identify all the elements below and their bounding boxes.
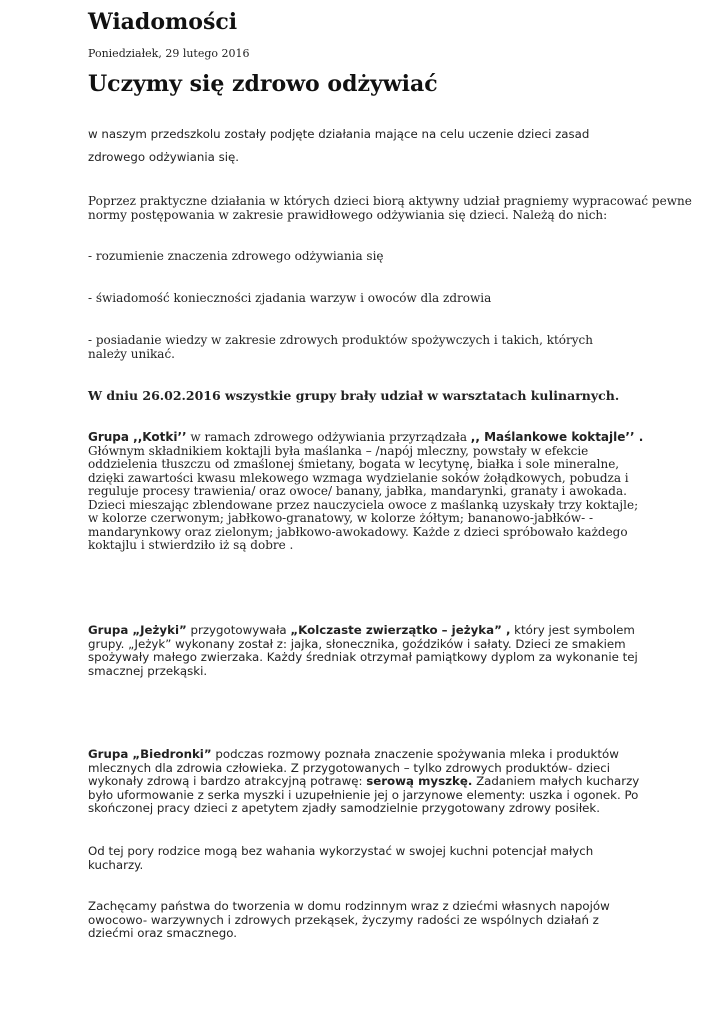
dish-name: „Kolczaste zwierzątko – jeżyka” , bbox=[290, 623, 511, 637]
intro-paragraph: w naszym przedszkolu zostały podjęte działania mające na celu uczenie dzieci zasad zdrowego odżywiania się. bbox=[88, 127, 590, 164]
group-text: Zadaniem małych kucharzy było uformowanie z serka myszki i uzupełnienie jej o jarzynowe elementy: uszka i ogonek. Po skończonej pracy dzieci z apetytem zjadły samodzielnie przygotowany zdrowy posiłek. bbox=[88, 774, 640, 815]
group-name: Grupa „Biedronki” bbox=[88, 747, 212, 761]
group-text: w ramach zdrowego odżywiania przyrządzała bbox=[186, 430, 471, 444]
group-biedronki-paragraph bbox=[88, 748, 648, 816]
group-name: Grupa ,,Kotki’’ bbox=[88, 430, 187, 444]
closing-paragraph: Zachęcamy państwa do tworzenia w domu rodzinnym wraz z dziećmi własnych napojów owocowo- warzywnych i zdrowych przekąsek, życzymy radości ze wspólnych działań z dziećmi oraz smacznego. bbox=[88, 899, 610, 940]
dish-name: ,, Maślankowe koktajle’’ . bbox=[470, 430, 644, 444]
goal-item: - świadomość konieczności zjadania warzyw i owoców dla zdrowia bbox=[88, 291, 492, 305]
group-kotki-paragraph bbox=[88, 431, 648, 553]
goal-item: - posiadanie wiedzy w zakresie zdrowych produktów spożywczych i takich, których należy unikać. bbox=[88, 333, 593, 361]
group-text: który jest symbolem grupy. „Jeżyk” wykonany został z: jajka, słonecznika, goździków i sałaty. Dzieci ze smakiem spożywały małego zwierzaka. Każdy średniak otrzymał pamiątkowy dyplom za wykonanie tej smacznej przekąski. bbox=[88, 623, 638, 678]
group-jezyki-paragraph bbox=[88, 624, 643, 678]
post-date: Poniedziałek, 29 lutego 2016 bbox=[88, 47, 250, 60]
post-title: Uczymy się zdrowo odżywiać bbox=[88, 71, 438, 97]
goals-paragraph: Poprzez praktyczne działania w których dzieci biorą aktywny udział pragniemy wypracować pewne normy postępowania w zakresie prawidłowego odżywiania się dzieci. Należą do nich: bbox=[88, 194, 692, 222]
group-text: podczas rozmowy poznała znaczenie spożywania mleka i produktów mlecznych dla zdrowia człowieka. Z przygotowanych – tylko zdrowych produktów- dzieci wykonały zdrową i bardzo atrakcyjną potrawę: bbox=[88, 747, 619, 788]
site-title: Wiadomości bbox=[88, 9, 238, 35]
parents-paragraph: Od tej pory rodzice mogą bez wahania wykorzystać w swojej kuchni potencjał małych kucharzy. bbox=[88, 844, 594, 872]
dish-name: serową myszkę. bbox=[366, 774, 473, 788]
group-text: przygotowywała bbox=[186, 623, 291, 637]
group-name: Grupa „Jeżyki” bbox=[88, 623, 187, 637]
workshop-heading: W dniu 26.02.2016 wszystkie grupy brały udział w warsztatach kulinarnych. bbox=[88, 388, 620, 403]
goal-item: - rozumienie znaczenia zdrowego odżywiania się bbox=[88, 249, 384, 263]
group-text: Głównym składnikiem koktajli była maślanka – /napój mleczny, powstały w efekcie oddzielenia tłuszczu od zmaślonej śmietany, bogata w lecytynę, białka i sole mineralne, dzięki zawartości kwasu mlekowego wzmaga wydzielanie soków żołądkowych, pobudza i reguluje procesy trawienia/ oraz owoce/ banany, jabłka, mandarynki, granaty i awokada. Dzieci mieszając zblendowane przez nauczyciela owoce z maślanką uzyskały trzy koktajle; w kolorze czerwonym; jabłkowo-granatowy, w kolorze żółtym; bananowo-jabłków- -mandarynkowy oraz zielonym; jabłkowo-awokadowy. Każde z dzieci spróbowało każdego koktajlu i stwierdziło iż są dobre . bbox=[88, 443, 639, 552]
